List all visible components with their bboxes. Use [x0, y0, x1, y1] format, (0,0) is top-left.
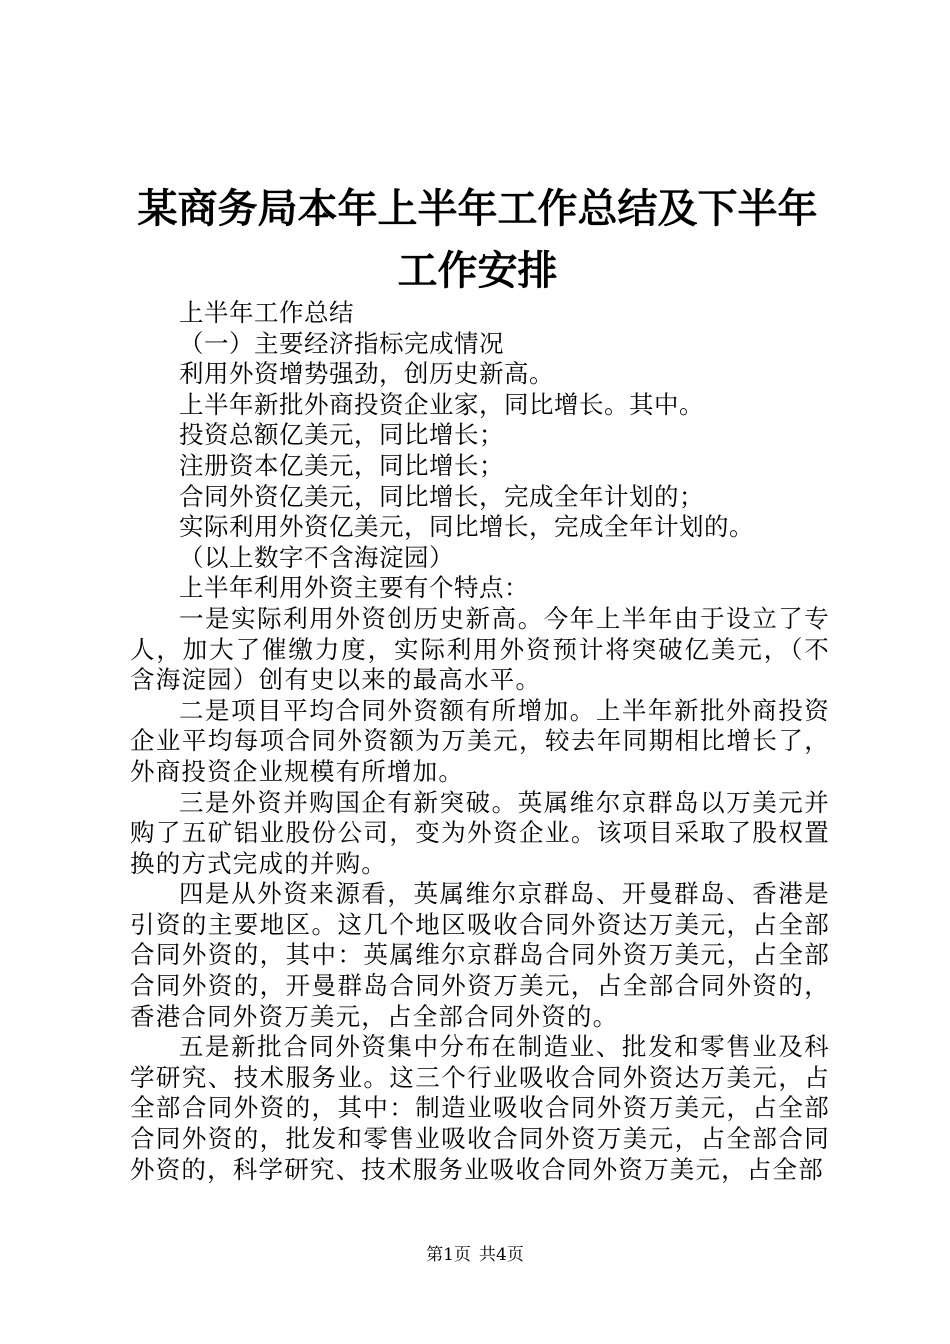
body-line: 合同外资亿美元，同比增长，完成全年计划的； [179, 481, 704, 511]
body-line: 实际利用外资亿美元，同比增长，完成全年计划的。 [179, 512, 754, 542]
page-footer [0, 1243, 950, 1267]
body-line: 注册资本亿美元，同比增长； [179, 450, 504, 480]
body-paragraph: 三是外资并购国企有新突破。英属维尔京群岛以万美元并购了五矿铝业股份公司，变为外资企业。该项目采取了股权置换的方式完成的并购。 [130, 787, 830, 878]
body-paragraph: 一是实际利用外资创历史新高。今年上半年由于设立了专人，加大了催缴力度，实际利用外资预计将突破亿美元，（不含海淀园）创有史以来的最高水平。 [130, 603, 830, 695]
body-line: 上半年利用外资主要有个特点： [179, 573, 529, 603]
page-total: 共4页 [479, 1245, 524, 1265]
body-paragraph: 五是新批合同外资集中分布在制造业、批发和零售业及科学研究、技术服务业。这三个行业吸收合同外资达万美元，占全部合同外资的，其中：制造业吸收合同外资万美元，占全部合同外资的，批发和零售业吸收合同外资万美元，占全部合同外资的，科学研究、技术服务业吸收合同外资万美元，占全部 [130, 1032, 830, 1184]
body-line: 上半年工作总结 [179, 298, 354, 327]
body-line: 利用外资增势强劲，创历史新高。 [179, 359, 554, 389]
page-number: 第1页 [426, 1245, 471, 1265]
body-paragraph: 四是从外资来源看，英属维尔京群岛、开曼群岛、香港是引资的主要地区。这几个地区吸收合同外资达万美元，占全部合同外资的，其中：英属维尔京群岛合同外资万美元，占全部合同外资的，开曼群岛合同外资万美元，占全部合同外资的，香港合同外资万美元，占全部合同外资的。 [130, 879, 830, 1031]
body-line: （一）主要经济指标完成情况 [179, 328, 504, 358]
body-line: （以上数字不含海淀园） [179, 542, 454, 572]
document-body [130, 298, 830, 1185]
document-title: 某商务局本年上半年工作总结及下半年工作安排 [137, 185, 818, 294]
body-line: 上半年新批外商投资企业家，同比增长。其中。 [179, 389, 704, 419]
body-line: 投资总额亿美元，同比增长； [179, 420, 504, 450]
body-paragraph: 二是项目平均合同外资额有所增加。上半年新批外商投资企业平均每项合同外资额为万美元，较去年同期相比增长了，外商投资企业规模有所增加。 [130, 695, 830, 786]
